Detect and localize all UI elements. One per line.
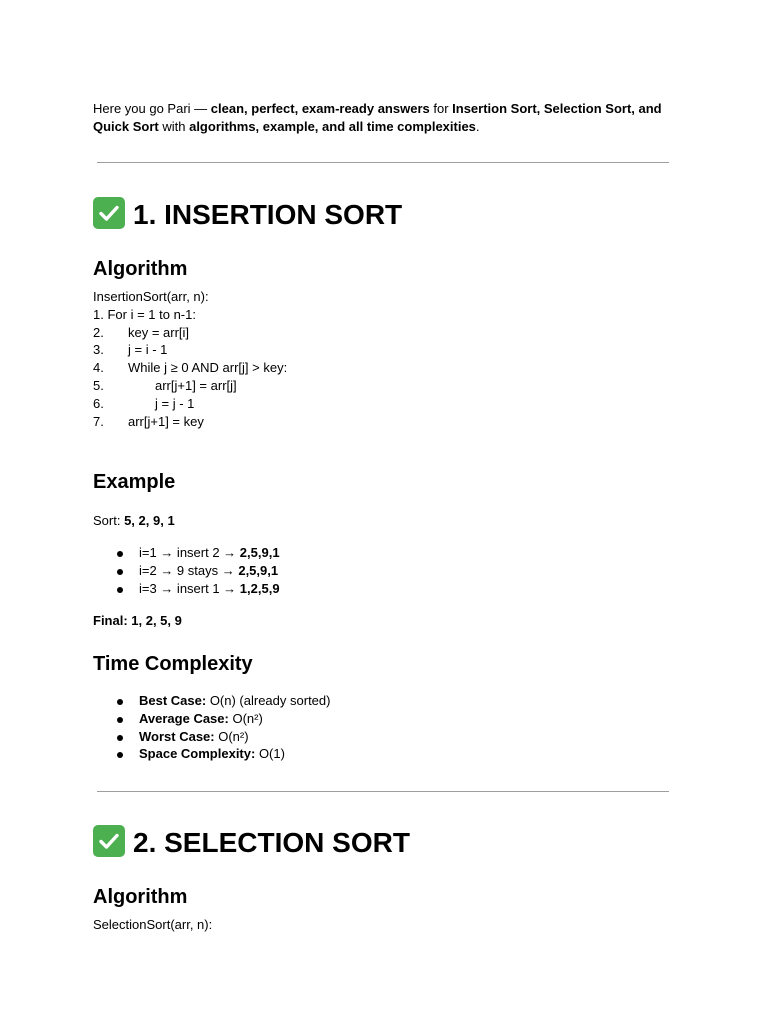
insertion-example-heading: Example	[93, 471, 176, 493]
intro-text-7: .	[475, 119, 480, 134]
intro-text-1: Here you go Pari —	[93, 101, 211, 116]
check-mark-button-icon	[93, 197, 125, 229]
example-final-result: Final: 1, 2, 5, 9	[93, 613, 182, 628]
horizontal-divider	[97, 162, 669, 163]
intro-text-5: with	[158, 119, 190, 134]
code-line: SelectionSort(arr, n):	[93, 917, 213, 932]
example-steps-list	[93, 544, 280, 597]
code-line: 7. arr[j+1] = key	[93, 413, 204, 429]
insertion-sort-title: 1. INSERTION SORT	[133, 199, 403, 230]
selection-algorithm-code	[93, 916, 212, 934]
check-mark-button-icon	[93, 825, 125, 857]
intro-text-4: Insertion Sort, Selection Sort, and Quick Sort	[93, 101, 662, 134]
list-item: Best Case: O(n) (already sorted)	[93, 692, 330, 710]
insertion-sort-heading	[93, 197, 402, 232]
code-line: 4. While j ≥ 0 AND arr[j] > key:	[93, 360, 288, 376]
list-item: i=1 → insert 2 → 2,5,9,1	[93, 544, 280, 562]
complexity-list	[93, 692, 330, 763]
selection-sort-heading	[93, 825, 410, 860]
example-input: Sort: 5, 2, 9, 1	[93, 513, 175, 528]
insertion-algorithm-code	[93, 288, 287, 430]
selection-sort-title: 2. SELECTION SORT	[133, 827, 410, 858]
code-line: 5. arr[j+1] = arr[j]	[93, 377, 237, 393]
code-line: 1. For i = 1 to n-1:	[93, 306, 196, 322]
selection-algorithm-heading: Algorithm	[93, 886, 188, 908]
list-item: Average Case: O(n²)	[93, 710, 330, 728]
list-item: i=2 → 9 stays → 2,5,9,1	[93, 562, 280, 580]
list-item: Space Complexity: O(1)	[93, 745, 330, 763]
horizontal-divider	[97, 791, 669, 792]
intro-paragraph	[93, 100, 673, 136]
code-line: 2. key = arr[i]	[93, 324, 190, 340]
insertion-complexity-heading: Time Complexity	[93, 653, 253, 675]
list-item: i=3 → insert 1 → 1,2,5,9	[93, 580, 280, 598]
code-line: 6. j = j - 1	[93, 395, 195, 411]
intro-text-3: for	[429, 101, 453, 116]
intro-text-2: clean, perfect, exam-ready answers	[210, 101, 430, 116]
insertion-algorithm-heading: Algorithm	[93, 258, 188, 280]
list-item: Worst Case: O(n²)	[93, 728, 330, 746]
intro-text-6: algorithms, example, and all time complexities	[189, 119, 476, 134]
code-line: 3. j = i - 1	[93, 342, 168, 358]
code-line: InsertionSort(arr, n):	[93, 289, 209, 304]
